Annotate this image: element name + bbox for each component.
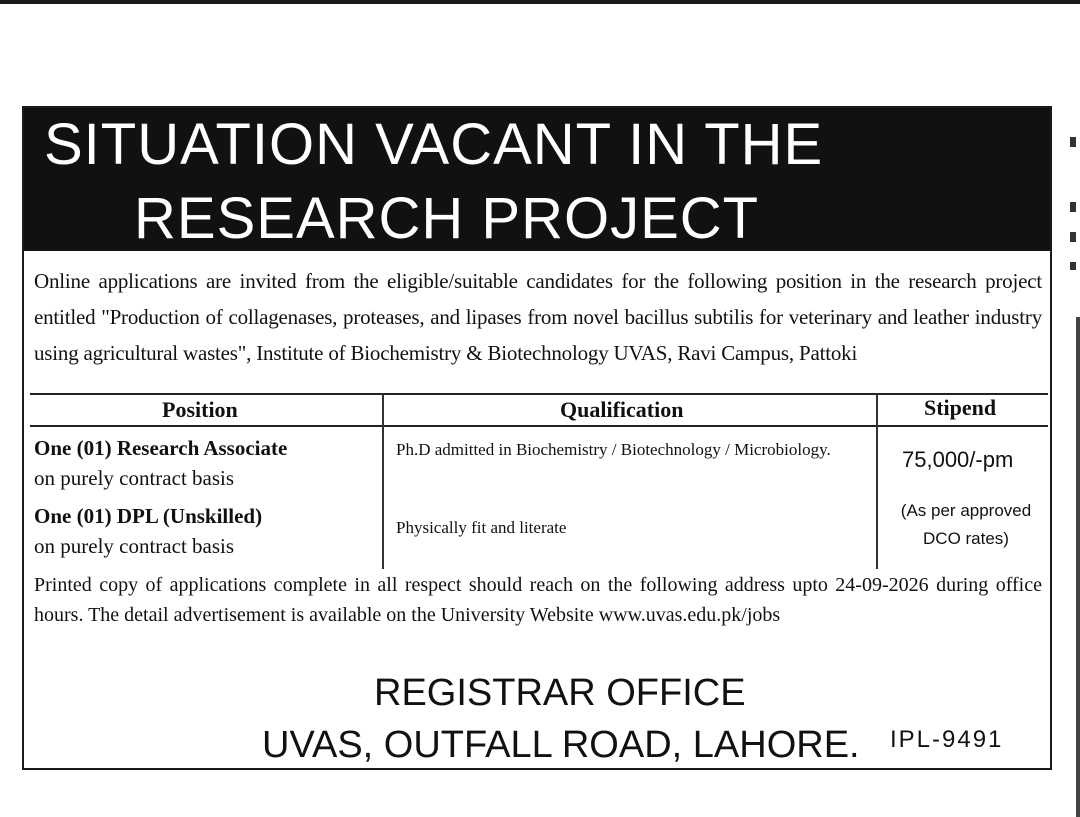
stipend-value: (As per approved DCO rates) [900, 501, 1032, 548]
footer-address: UVAS, OUTFALL ROAD, LAHORE. [262, 724, 860, 766]
qualification-text: Ph.D admitted in Biochemistry / Biotechnology / Microbiology. [396, 440, 831, 459]
table-row [34, 501, 262, 561]
position-note: on purely contract basis [34, 534, 235, 558]
ad-reference-number: IPL-9491 [890, 726, 1004, 753]
header-position: Position [162, 397, 238, 422]
position-title: One (01) DPL (Unskilled) [34, 504, 263, 528]
job-advertisement [22, 106, 1052, 770]
submission-paragraph: Printed copy of applications complete in all respect should reach on the following address upto 24-09-2026 during office hours. The detail advertisement is available on the University Website www.uvas.edu.pk/jobs [34, 574, 1042, 626]
table-row [34, 433, 287, 493]
intro-paragraph: Online applications are invited from the eligible/suitable candidates for the following position in the research project entitled "Production of collagenases, proteases, and lipases from novel bacillus subtilis for veterinary and leather industry using agricultural wastes", Institute of Biochemistry & Biotechnology UVAS, Ravi Campus, Pattoki [34, 269, 1042, 365]
header-qualification: Qualification [560, 397, 684, 422]
ad-header [24, 108, 1050, 251]
qualification-text: Physically fit and literate [396, 518, 567, 537]
header-line-1: SITUATION VACANT IN THE [44, 112, 824, 177]
column-divider-1 [382, 393, 384, 569]
stipend-value: 75,000/-pm [902, 447, 1014, 472]
footer-office: REGISTRAR OFFICE [374, 672, 746, 714]
table-top-rule [30, 393, 1048, 395]
top-border [0, 0, 1080, 4]
adjacent-column-edge [1066, 112, 1080, 712]
header-line-2: RESEARCH PROJECT [134, 186, 760, 251]
header-stipend: Stipend [924, 395, 997, 420]
table-header-rule [30, 425, 1048, 427]
column-divider-2 [876, 393, 878, 569]
position-title: One (01) Research Associate [34, 436, 288, 460]
position-note: on purely contract basis [34, 466, 235, 490]
